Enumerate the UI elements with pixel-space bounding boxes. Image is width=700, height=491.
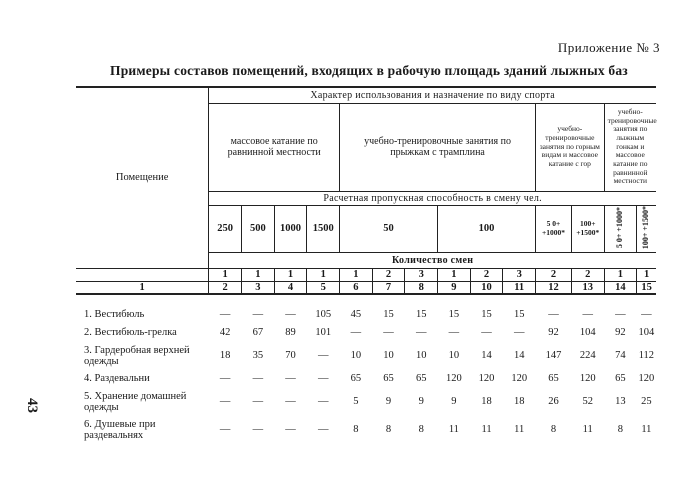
cell-value: 45 (350, 309, 362, 321)
col-number: 11 (503, 281, 536, 294)
shift-value: 3 (405, 269, 438, 282)
cell-value: — (548, 309, 559, 321)
cell-value: 11 (448, 424, 459, 436)
cell-value: 11 (481, 424, 492, 436)
cell-value: — (383, 327, 394, 339)
cell-value: 105 (315, 309, 332, 321)
col-number: 12 (536, 281, 572, 294)
col-number: 1 (139, 281, 145, 293)
cell-value: 9 (418, 396, 424, 408)
cell-value: — (219, 396, 231, 408)
capacity-100-1500-xc: 100+ +1500* (641, 205, 651, 249)
cell-value: 14 (513, 350, 525, 362)
cell-value: 18 (481, 396, 492, 408)
capacity-1500: 1500 (307, 205, 340, 253)
cell-value: — (317, 424, 329, 436)
cell-value: 5 (353, 396, 359, 408)
shift-value: 1 (307, 269, 340, 282)
cell-value: 8 (550, 424, 557, 436)
cell-value: 10 (350, 350, 362, 362)
cell-value: 120 (511, 373, 528, 385)
shift-value: 2 (536, 269, 572, 282)
shift-value: 2 (571, 269, 604, 282)
cell-value: 35 (252, 350, 264, 362)
col-number: 8 (405, 281, 438, 294)
capacity-50-1000-alpine: 5 0+ +1000* (536, 205, 572, 253)
capacity-100: 100 (438, 205, 536, 253)
row-header-label: Помещение (115, 172, 169, 184)
cell-value: — (513, 327, 525, 339)
cell-value: 14 (481, 350, 492, 362)
cell-value: 120 (638, 373, 655, 385)
shift-value: 1 (209, 269, 242, 282)
cell-value: — (252, 396, 264, 408)
col-number: 9 (438, 281, 471, 294)
cell-value: 10 (383, 350, 394, 362)
shift-value: 1 (242, 269, 275, 282)
cell-value: 8 (617, 424, 624, 436)
cell-value: 42 (219, 327, 231, 339)
cell-value: 65 (415, 373, 427, 385)
col-number: 3 (242, 281, 275, 294)
cell-value: 15 (415, 309, 427, 321)
cell-value: 120 (478, 373, 495, 385)
cell-value: — (252, 424, 264, 436)
shift-value: 2 (470, 269, 503, 282)
shift-value: 1 (340, 269, 373, 282)
cell-value: — (219, 309, 231, 321)
col-number: 10 (470, 281, 503, 294)
table-row (76, 370, 656, 388)
cell-value: 15 (481, 309, 492, 321)
col-number: 13 (571, 281, 604, 294)
cell-value: 8 (385, 424, 392, 436)
shift-value: 1 (604, 269, 637, 282)
cell-value: 65 (350, 373, 362, 385)
table-row (76, 342, 656, 370)
shift-value: 3 (503, 269, 536, 282)
table-row (76, 416, 656, 444)
col-number: 2 (209, 281, 242, 294)
cell-value: — (252, 373, 264, 385)
capacity-50: 50 (340, 205, 438, 253)
cell-value: — (219, 424, 231, 436)
cell-value: 8 (418, 424, 424, 436)
room-name: 6. Душевые при раздевальнях (84, 418, 156, 442)
cell-value: — (415, 327, 427, 339)
capacity-50-1000-xc: 5 0+ +1000* (615, 206, 625, 248)
cell-value: 18 (513, 396, 525, 408)
appendix-label: Приложение № 3 (557, 40, 660, 55)
cell-value: 52 (582, 396, 593, 408)
cell-value: — (317, 373, 329, 385)
col-number: 4 (274, 281, 307, 294)
cell-value: — (641, 309, 652, 321)
cell-value: 67 (252, 327, 264, 339)
cell-value: 112 (638, 350, 655, 362)
cell-value: 120 (446, 373, 462, 385)
cell-value: 120 (579, 373, 596, 385)
usage-group-title: Характер использования и назначение по виду спорта (209, 87, 656, 103)
cell-value: 92 (548, 327, 559, 339)
cell-value: — (285, 424, 296, 436)
room-name: 1. Вестибюль (84, 309, 145, 321)
shift-value: 1 (274, 269, 307, 282)
cell-value: 224 (579, 350, 596, 362)
capacity-title: Расчетная пропускная способность в смену чел. (209, 191, 656, 205)
cell-value: 11 (514, 424, 525, 436)
cell-value: 101 (315, 327, 332, 339)
cell-value: 15 (383, 309, 394, 321)
cell-value: 15 (448, 309, 460, 321)
room-name: 5. Хранение домашней одежды (84, 390, 187, 414)
cell-value: 65 (383, 373, 394, 385)
cell-value: 26 (548, 396, 559, 408)
cell-value: — (252, 309, 264, 321)
col-number: 15 (637, 281, 656, 294)
table-row (76, 306, 656, 324)
cell-value: 74 (615, 350, 626, 362)
cell-value: 89 (285, 327, 296, 339)
cell-value: 92 (615, 327, 626, 339)
cell-value: 8 (353, 424, 359, 436)
cell-value: 104 (579, 327, 596, 339)
shift-value: 1 (637, 269, 656, 282)
page-number: 43 (24, 398, 40, 413)
row-header-cell (76, 87, 209, 269)
category-cross-country: учебно-тренировочные занятия по лыжным гонкам и массовое катание по равнинной местности (604, 103, 656, 191)
cell-value: — (317, 396, 329, 408)
cell-value: 65 (548, 373, 559, 385)
category-ski-jumping: учебно-тренировочные занятия по прыжкам с трамплина (340, 103, 536, 191)
room-name: 4. Раздевальни (84, 373, 150, 385)
rooms-table (76, 86, 656, 444)
cell-value: 10 (448, 350, 460, 362)
capacity-1000: 1000 (274, 205, 307, 253)
cell-value: 13 (615, 396, 626, 408)
cell-value: — (582, 309, 593, 321)
room-name: 2. Вестибюль-грелка (84, 327, 177, 339)
cell-value: 147 (545, 350, 562, 362)
cell-value: 15 (513, 309, 525, 321)
cell-value: 11 (582, 424, 593, 436)
cell-value: 11 (641, 424, 652, 436)
cell-value: 25 (641, 396, 652, 408)
table-row (76, 388, 656, 416)
col-number: 7 (372, 281, 405, 294)
cell-value: — (615, 309, 626, 321)
shift-value: 2 (372, 269, 405, 282)
room-name: 3. Гардеробная верхней одежды (84, 344, 190, 368)
category-mass-skiing: массовое катание по равнинной местности (209, 103, 340, 191)
shifts-title: Количество смен (209, 253, 656, 269)
cell-value: — (350, 327, 362, 339)
cell-value: — (285, 396, 296, 408)
shift-value: 1 (438, 269, 471, 282)
cell-value: 10 (415, 350, 427, 362)
cell-value: 9 (451, 396, 457, 408)
page-title: Примеры составов помещений, входящих в рабочую площадь зданий лыжных баз (110, 63, 628, 78)
cell-value: 65 (615, 373, 626, 385)
col-number: 6 (340, 281, 373, 294)
col-number: 14 (604, 281, 637, 294)
category-alpine: учебно-тренировочные занятия по горным видам и массовое катание с гор (536, 103, 605, 191)
capacity-500: 500 (242, 205, 275, 253)
cell-value: 70 (285, 350, 296, 362)
col-number: 5 (307, 281, 340, 294)
cell-value: — (285, 309, 296, 321)
cell-value: 9 (385, 396, 392, 408)
cell-value: — (481, 327, 492, 339)
cell-value: — (219, 373, 231, 385)
table-row (76, 324, 656, 342)
capacity-250: 250 (209, 205, 242, 253)
cell-value: — (285, 373, 296, 385)
cell-value: 104 (638, 327, 655, 339)
cell-value: — (317, 350, 329, 362)
capacity-100-1500-alpine: 100+ +1500* (571, 205, 604, 253)
cell-value: 18 (219, 350, 231, 362)
cell-value: — (448, 327, 460, 339)
